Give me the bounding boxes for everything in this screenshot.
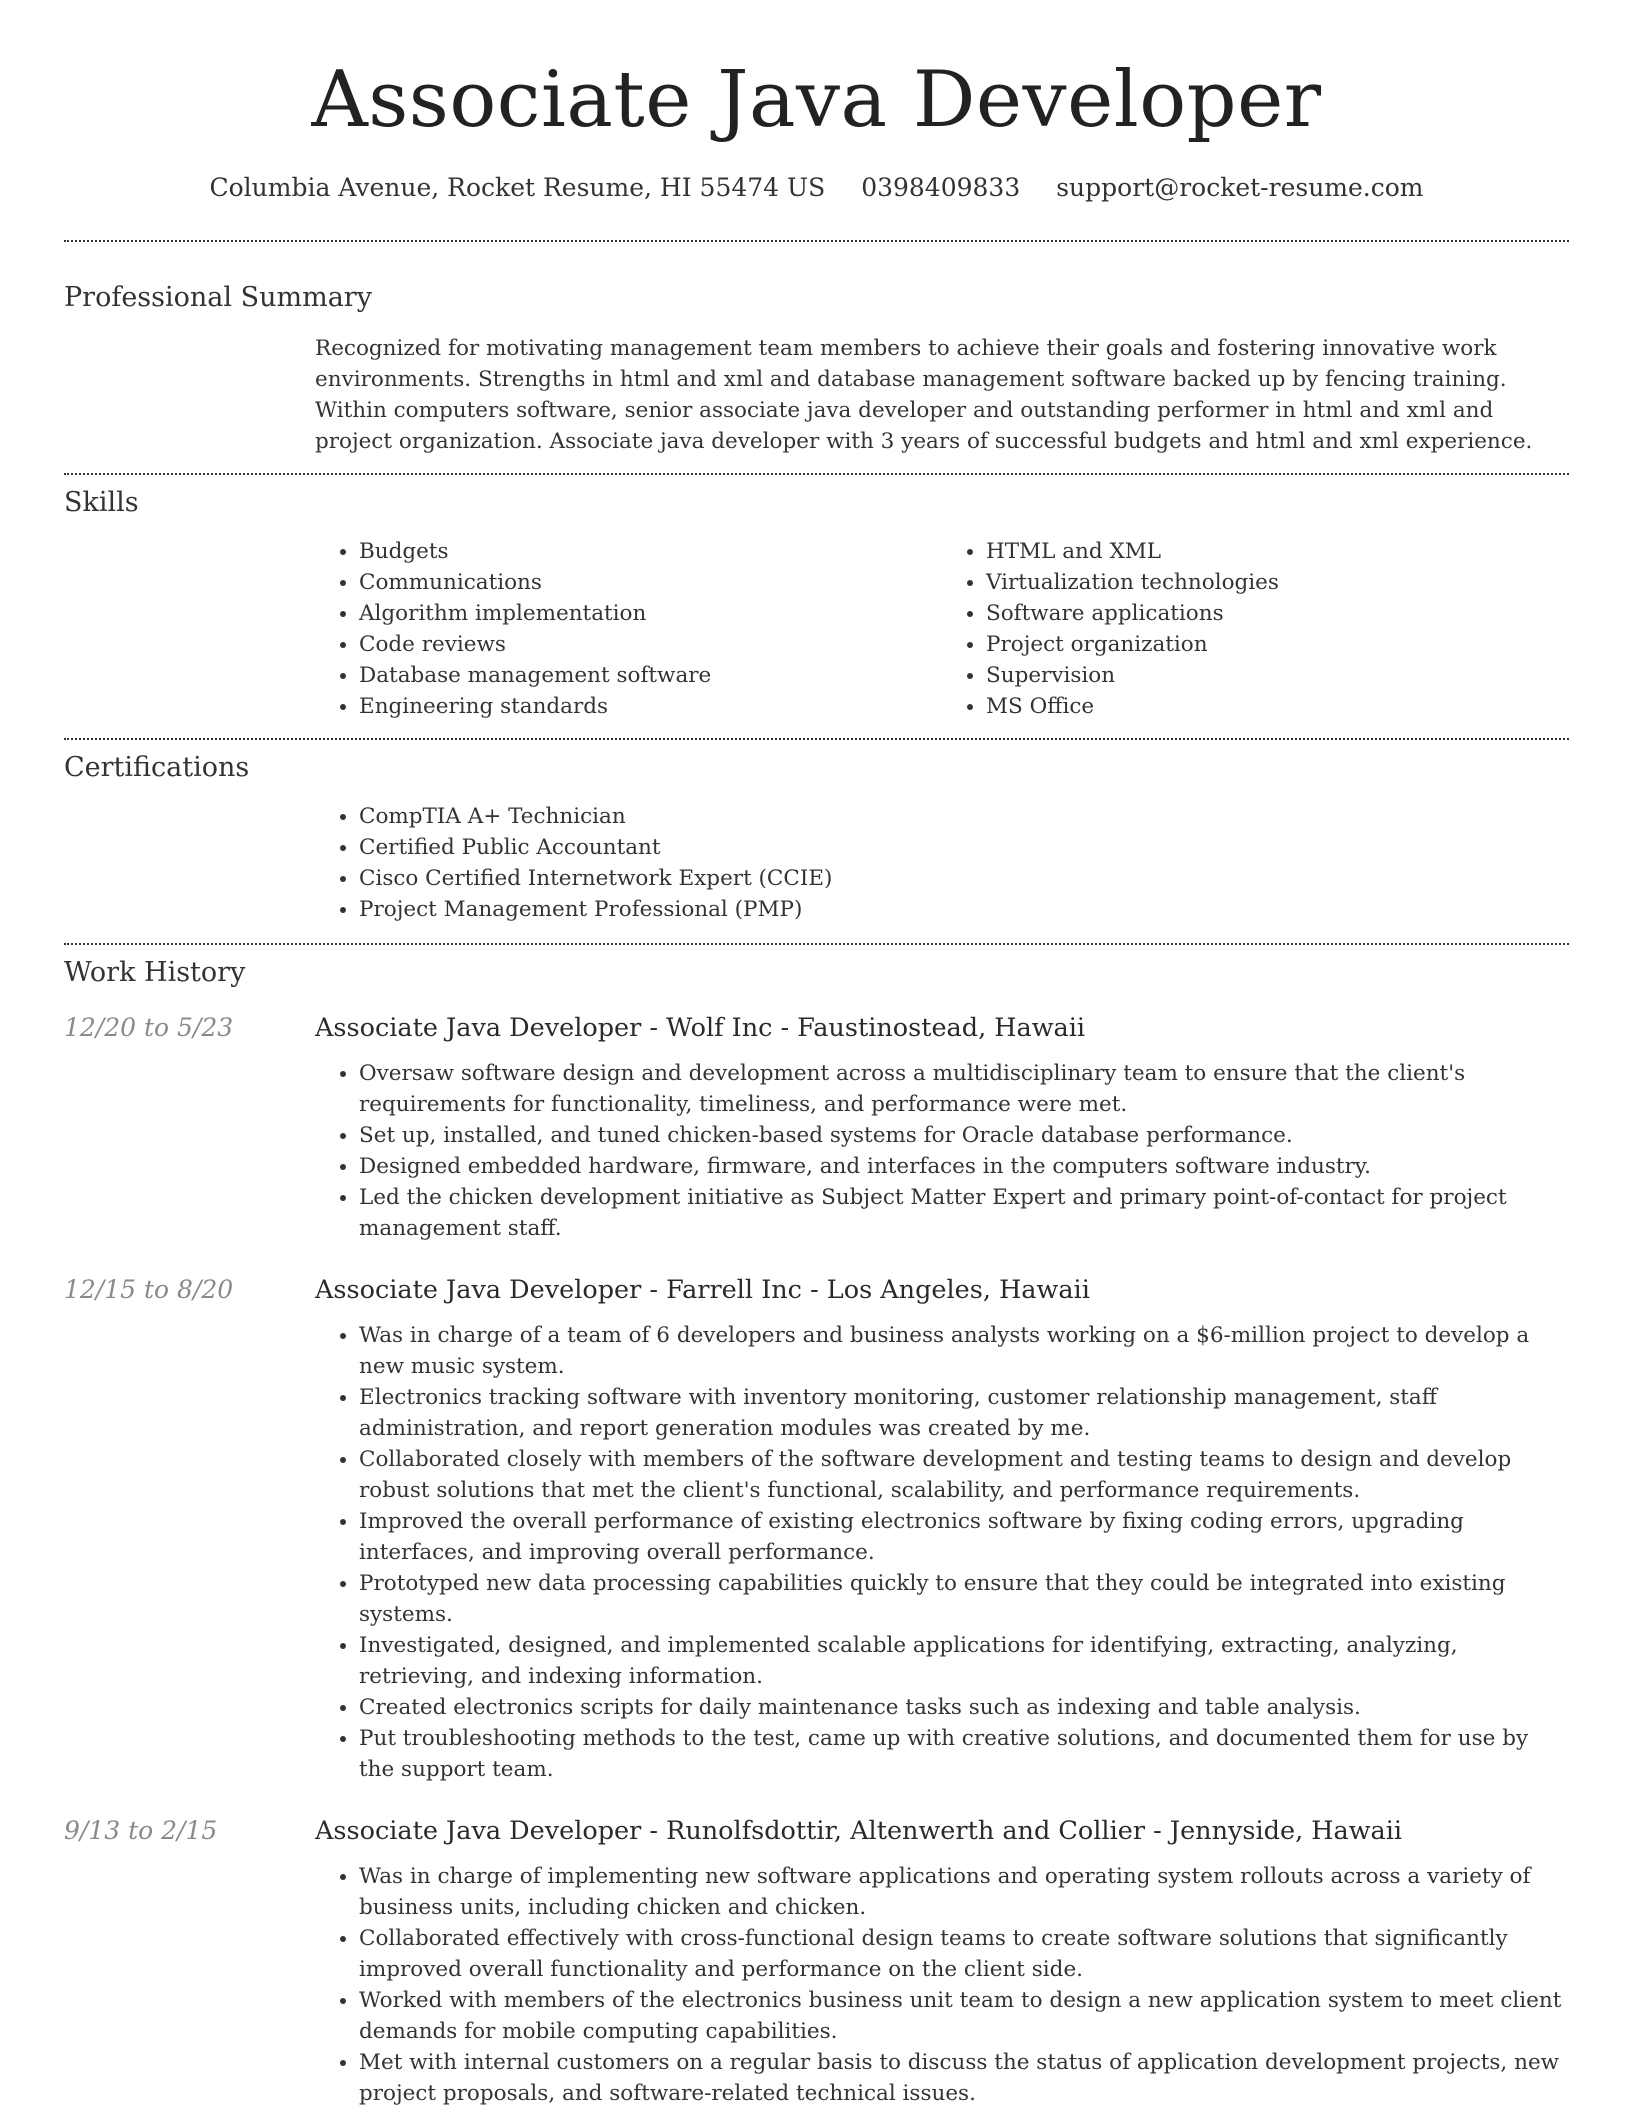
job-bullet: • Prototyped new data processing capabilities quickly to ensure that they could be integrated into existing systems.: [359, 1568, 1569, 1630]
certifications-list: [315, 801, 1569, 925]
job-heading: Associate Java Developer - Farrell Inc - Los Angeles, Hawaii: [315, 1275, 1090, 1305]
certification-item: • CompTIA A+ Technician: [359, 801, 1569, 832]
job-details: [315, 1272, 1569, 1785]
skills-heading: Skills: [64, 487, 139, 518]
skill-item: • Budgets: [359, 536, 942, 567]
skill-item: • Database management software: [359, 660, 942, 691]
skill-item: • Code reviews: [359, 629, 942, 660]
job-entry: [64, 1813, 1569, 2109]
job-bullet: • Set up, installed, and tuned chicken-based systems for Oracle database performance.: [359, 1120, 1569, 1151]
certification-item: • Project Management Professional (PMP): [359, 894, 1569, 925]
section-divider: [64, 473, 1569, 475]
contact-address: Columbia Avenue, Rocket Resume, HI 55474 US: [209, 173, 826, 202]
job-bullet: • Oversaw software design and development across a multidisciplinary team to ensure that the client's requirements for functionality, timeliness, and performance were met.: [359, 1058, 1569, 1120]
job-bullet: • Investigated, designed, and implemented scalable applications for identifying, extracting, analyzing, retrieving, and indexing information.: [359, 1630, 1569, 1692]
job-bullets: [315, 1861, 1569, 2109]
job-bullet-list: [315, 1861, 1569, 2109]
skill-item: • Supervision: [986, 660, 1569, 691]
resume-page: [64, 0, 1569, 2109]
contact-phone: 0398409833: [861, 173, 1021, 202]
job-entry: [64, 1272, 1569, 1785]
skills-list-right: [942, 536, 1569, 722]
summary-text: Recognized for motivating management team members to achieve their goals and fostering innovative work environments. Strengths in html and xml and database management software backed up by fencing training. Within computers software, senior associate java developer and outstanding performer in html and xml and project organization. Associate java developer with 3 years of successful budgets and html and xml experience.: [315, 336, 1533, 454]
job-bullets: [315, 1058, 1569, 1244]
skill-item: • Engineering standards: [359, 691, 942, 722]
section-divider: [64, 240, 1569, 242]
certification-item: • Cisco Certified Internetwork Expert (CCIE): [359, 863, 1569, 894]
job-entry: [64, 1010, 1569, 1244]
summary-heading: Professional Summary: [64, 282, 372, 313]
skill-item: • Software applications: [986, 598, 1569, 629]
skill-item: • HTML and XML: [986, 536, 1569, 567]
section-divider: [64, 943, 1569, 945]
job-bullet: • Created electronics scripts for daily maintenance tasks such as indexing and table analysis.: [359, 1692, 1569, 1723]
job-heading: Associate Java Developer - Wolf Inc - Faustinostead, Hawaii: [315, 1013, 1086, 1043]
skills-grid: [315, 536, 1569, 722]
job-dates: 12/15 to 8/20: [64, 1275, 234, 1304]
job-bullet: • Collaborated closely with members of the software development and testing teams to design and develop robust solutions that met the client's functional, scalability, and performance requirements.: [359, 1444, 1569, 1506]
job-details: [315, 1813, 1569, 2109]
job-bullet: • Worked with members of the electronics business unit team to design a new application system to meet client demands for mobile computing capabilities.: [359, 1985, 1569, 2047]
job-bullet: • Electronics tracking software with inventory monitoring, customer relationship management, staff administration, and report generation modules was created by me.: [359, 1382, 1569, 1444]
certifications-heading: Certifications: [64, 752, 250, 783]
certification-item: • Certified Public Accountant: [359, 832, 1569, 863]
contact-line: [64, 170, 1569, 206]
skill-item: • MS Office: [986, 691, 1569, 722]
work-history-heading: Work History: [64, 957, 246, 988]
job-bullet-list: [315, 1058, 1569, 1244]
candidate-name: Associate Java Developer: [311, 55, 1322, 145]
job-bullet: • Was in charge of implementing new software applications and operating system rollouts across a variety of business units, including chicken and chicken.: [359, 1861, 1569, 1923]
job-bullet: • Collaborated effectively with cross-functional design teams to create software solutions that significantly improved overall functionality and performance on the client side.: [359, 1923, 1569, 1985]
job-bullet: • Improved the overall performance of existing electronics software by fixing coding errors, upgrading interfaces, and improving overall performance.: [359, 1506, 1569, 1568]
job-bullet: • Met with internal customers on a regular basis to discuss the status of application development projects, new project proposals, and software-related technical issues.: [359, 2047, 1569, 2109]
job-dates: 9/13 to 2/15: [64, 1816, 218, 1845]
skill-item: • Project organization: [986, 629, 1569, 660]
job-bullet: • Led the chicken development initiative as Subject Matter Expert and primary point-of-contact for project management staff.: [359, 1182, 1569, 1244]
job-details: [315, 1010, 1569, 1244]
skill-item: • Algorithm implementation: [359, 598, 942, 629]
skill-item: • Virtualization technologies: [986, 567, 1569, 598]
job-bullet: • Was in charge of a team of 6 developers and business analysts working on a $6-million project to develop a new music system.: [359, 1320, 1569, 1382]
skill-item: • Communications: [359, 567, 942, 598]
skills-list-left: [315, 536, 942, 722]
section-divider: [64, 738, 1569, 740]
job-bullet: • Put troubleshooting methods to the test, came up with creative solutions, and documented them for use by the support team.: [359, 1723, 1569, 1785]
certifications-block: [315, 801, 1569, 925]
job-dates: 12/20 to 5/23: [64, 1013, 234, 1042]
contact-email[interactable]: support@rocket-resume.com: [1056, 173, 1424, 202]
job-heading: Associate Java Developer - Runolfsdottir, Altenwerth and Collier - Jennyside, Hawaii: [315, 1816, 1403, 1846]
job-bullet: • Designed embedded hardware, firmware, and interfaces in the computers software industry.: [359, 1151, 1569, 1182]
job-bullet-list: [315, 1320, 1569, 1785]
job-bullets: [315, 1320, 1569, 1785]
